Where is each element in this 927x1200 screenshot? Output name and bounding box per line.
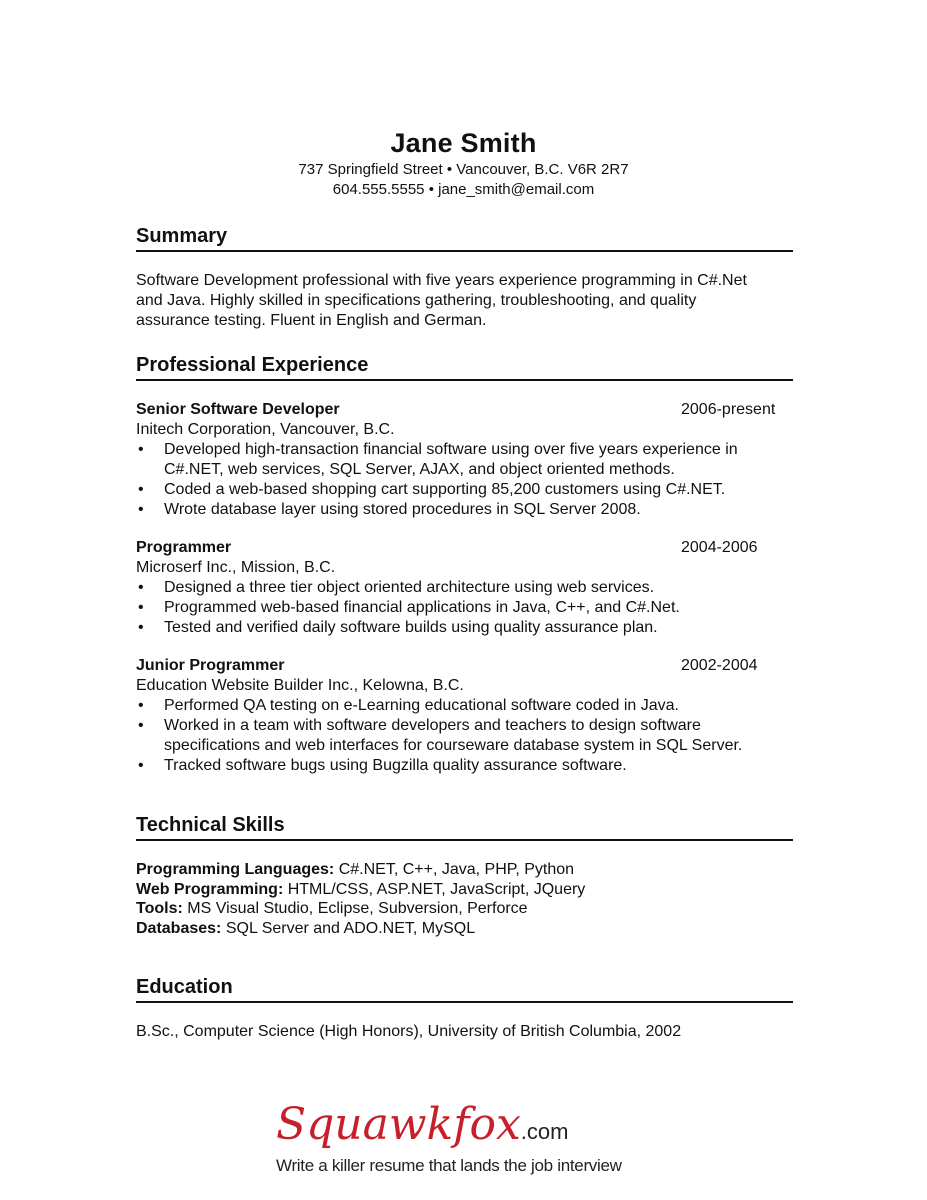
list-item — [136, 578, 776, 598]
bullet-icon: • — [138, 481, 144, 498]
summary-line: Software Development professional with five years experience programming in C#.Net — [136, 272, 747, 289]
job-header — [136, 656, 776, 676]
bullet-text: Worked in a team with software developers and teachers to design software — [164, 717, 701, 734]
logo-suffix: .com — [520, 1119, 569, 1144]
job-header — [136, 538, 776, 558]
bullet-icon: • — [138, 717, 144, 734]
experience-section — [136, 353, 793, 381]
bullet-text: Wrote database layer using stored procedures in SQL Server 2008. — [164, 501, 641, 518]
bullet-text: Performed QA testing on e-Learning educational software coded in Java. — [164, 697, 679, 714]
candidate-name: Jane Smith — [390, 128, 537, 158]
job-company: Education Website Builder Inc., Kelowna, B.C. — [136, 677, 464, 694]
logo-wordmark — [276, 1100, 568, 1157]
skill-label: Tools: — [136, 900, 183, 917]
skills-section — [136, 813, 793, 841]
list-item — [136, 716, 776, 756]
skill-label: Programming Languages: — [136, 861, 335, 878]
job-dates: 2006-present — [681, 401, 776, 418]
bullet-text: Designed a three tier object oriented architecture using web services. — [164, 579, 655, 596]
section-title-education: Education — [136, 975, 793, 1003]
job-bullets — [136, 440, 776, 520]
job-header — [136, 400, 776, 420]
bullet-text: Programmed web-based financial applications in Java, C++, and C#.Net. — [164, 599, 680, 616]
summary-section — [136, 224, 793, 252]
bullet-text: Developed high-transaction financial software using over five years experience in — [164, 441, 738, 458]
skill-label: Databases: — [136, 919, 222, 937]
bullet-text: specifications and web interfaces for courseware database system in SQL Server. — [164, 737, 743, 754]
bullet-icon: • — [138, 697, 144, 714]
list-item — [136, 756, 776, 776]
bullet-text: C#.NET, web services, SQL Server, AJAX, and object oriented methods. — [164, 461, 675, 478]
list-item — [136, 500, 776, 520]
job-company: Microserf Inc., Mission, B.C. — [136, 559, 336, 576]
bullet-icon: • — [138, 599, 144, 616]
list-item — [136, 480, 776, 500]
job-dates: 2004-2006 — [681, 539, 758, 556]
job-bullets — [136, 578, 776, 638]
job-title: Programmer — [136, 539, 232, 556]
bullet-icon: • — [138, 579, 144, 596]
job-bullets — [136, 696, 776, 776]
job-dates: 2002-2004 — [681, 657, 758, 674]
summary-line: assurance testing. Fluent in English and German. — [136, 312, 487, 329]
bullet-icon: • — [138, 441, 144, 458]
bullet-text: Tested and verified daily software builds using quality assurance plan. — [164, 619, 658, 636]
bullet-text: Coded a web-based shopping cart supporting 85,200 customers using C#.NET. — [164, 481, 726, 498]
contact-line: 604.555.5555 • jane_smith@email.com — [332, 181, 595, 198]
summary-line: and Java. Highly skilled in specifications gathering, troubleshooting, and quality — [136, 292, 697, 309]
job-title: Senior Software Developer — [136, 401, 340, 418]
job-entry — [136, 400, 776, 520]
bullet-text: Tracked software bugs using Bugzilla quality assurance software. — [164, 757, 627, 774]
education-body — [136, 1022, 793, 1042]
section-title-summary: Summary — [136, 224, 793, 252]
skill-value: C#.NET, C++, Java, PHP, Python — [334, 861, 575, 878]
bullet-icon: • — [138, 619, 144, 636]
section-title-skills: Technical Skills — [136, 813, 793, 841]
logo-wordmark-text: Squawkfox — [276, 1099, 521, 1150]
skill-row — [136, 860, 793, 880]
skill-row — [136, 919, 793, 939]
summary-body — [136, 271, 793, 331]
education-section — [136, 975, 793, 1003]
job-title: Junior Programmer — [136, 657, 285, 674]
skill-value: HTML/CSS, ASP.NET, JavaScript, JQuery — [283, 880, 586, 898]
list-item — [136, 440, 776, 480]
bullet-icon: • — [138, 757, 144, 774]
section-title-experience: Professional Experience — [136, 353, 793, 381]
skill-label: Web Programming: — [136, 880, 284, 898]
education-line: B.Sc., Computer Science (High Honors), University of British Columbia, 2002 — [136, 1023, 682, 1040]
skills-list — [136, 860, 793, 938]
list-item — [136, 598, 776, 618]
job-entry — [136, 538, 776, 638]
logo-tagline: Write a killer resume that lands the job interview — [276, 1156, 622, 1175]
job-entry — [136, 656, 776, 776]
list-item — [136, 618, 776, 638]
list-item — [136, 696, 776, 716]
job-company: Initech Corporation, Vancouver, B.C. — [136, 421, 395, 438]
squawkfox-logo — [272, 1100, 652, 1180]
skill-value: SQL Server and ADO.NET, MySQL — [221, 919, 476, 937]
bullet-icon: • — [138, 501, 144, 518]
skill-row — [136, 880, 793, 900]
skill-row — [136, 899, 793, 919]
address-line: 737 Springfield Street • Vancouver, B.C. V6R 2R7 — [298, 161, 629, 178]
skill-value: MS Visual Studio, Eclipse, Subversion, Perforce — [182, 900, 528, 917]
resume-header — [0, 126, 927, 200]
